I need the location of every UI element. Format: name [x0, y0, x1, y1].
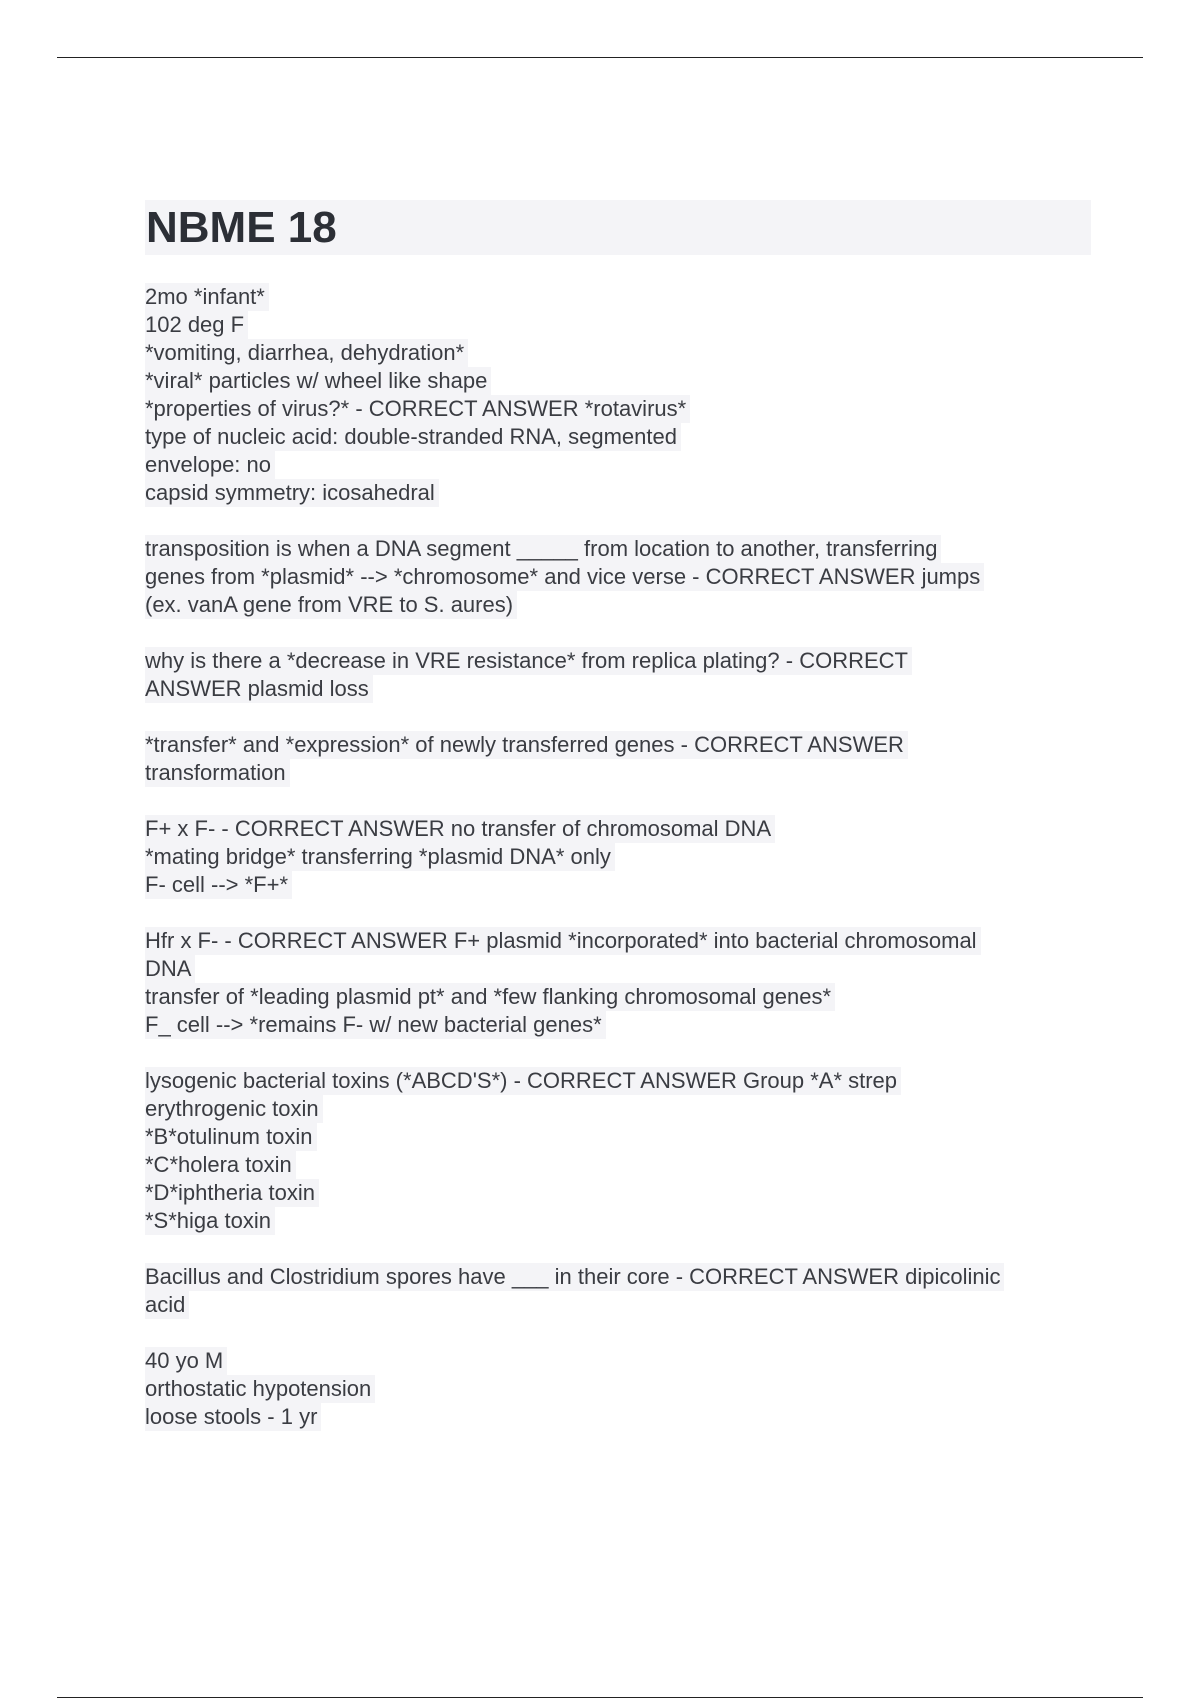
text-line: capsid symmetry: icosahedral	[145, 479, 439, 507]
text-line: Bacillus and Clostridium spores have ___ in their core - CORRECT ANSWER dipicolinic	[145, 1263, 1004, 1291]
text-line: *properties of virus?* - CORRECT ANSWER *rotavirus*	[145, 395, 690, 423]
text-line: why is there a *decrease in VRE resistance* from replica plating? - CORRECT	[145, 647, 912, 675]
text-line: ANSWER plasmid loss	[145, 675, 373, 703]
flashcard-block	[145, 1347, 1095, 1431]
text-line: Hfr x F- - CORRECT ANSWER F+ plasmid *incorporated* into bacterial chromosomal	[145, 927, 981, 955]
text-line: 2mo *infant*	[145, 283, 269, 311]
text-line: transposition is when a DNA segment _____ from location to another, transferring	[145, 535, 941, 563]
flashcard-block	[145, 535, 1095, 619]
text-line: orthostatic hypotension	[145, 1375, 375, 1403]
bottom-rule	[57, 1697, 1143, 1698]
text-line: (ex. vanA gene from VRE to S. aures)	[145, 591, 517, 619]
flashcard-block	[145, 283, 1095, 507]
text-line: *transfer* and *expression* of newly transferred genes - CORRECT ANSWER	[145, 731, 908, 759]
flashcard-block	[145, 927, 1095, 1039]
text-line: *B*otulinum toxin	[145, 1123, 317, 1151]
text-line: transfer of *leading plasmid pt* and *few flanking chromosomal genes*	[145, 983, 835, 1011]
flashcard-block	[145, 731, 1095, 787]
text-line: F+ x F- - CORRECT ANSWER no transfer of chromosomal DNA	[145, 815, 775, 843]
text-line: F- cell --> *F+*	[145, 871, 292, 899]
text-line: 102 deg F	[145, 311, 248, 339]
document-title: NBME 18	[145, 200, 1091, 255]
text-line: envelope: no	[145, 451, 275, 479]
text-line: *C*holera toxin	[145, 1151, 296, 1179]
text-line: *viral* particles w/ wheel like shape	[145, 367, 491, 395]
top-rule	[57, 57, 1143, 58]
text-line: erythrogenic toxin	[145, 1095, 323, 1123]
text-line: *vomiting, diarrhea, dehydration*	[145, 339, 468, 367]
flashcard-block	[145, 815, 1095, 899]
text-line: acid	[145, 1291, 189, 1319]
flashcard-block	[145, 647, 1095, 703]
flashcard-block	[145, 1263, 1095, 1319]
text-line: 40 yo M	[145, 1347, 227, 1375]
text-line: DNA	[145, 955, 195, 983]
text-line: genes from *plasmid* --> *chromosome* and vice verse - CORRECT ANSWER jumps	[145, 563, 984, 591]
text-line: transformation	[145, 759, 290, 787]
flashcard-block	[145, 1067, 1095, 1235]
text-line: F_ cell --> *remains F- w/ new bacterial genes*	[145, 1011, 606, 1039]
text-line: type of nucleic acid: double-stranded RNA, segmented	[145, 423, 681, 451]
text-line: *S*higa toxin	[145, 1207, 275, 1235]
flashcard-list	[145, 283, 1095, 1431]
text-line: *mating bridge* transferring *plasmid DNA* only	[145, 843, 615, 871]
text-line: lysogenic bacterial toxins (*ABCD'S*) - CORRECT ANSWER Group *A* strep	[145, 1067, 901, 1095]
text-line: loose stools - 1 yr	[145, 1403, 321, 1431]
document-body	[145, 200, 1095, 1459]
text-line: *D*iphtheria toxin	[145, 1179, 319, 1207]
